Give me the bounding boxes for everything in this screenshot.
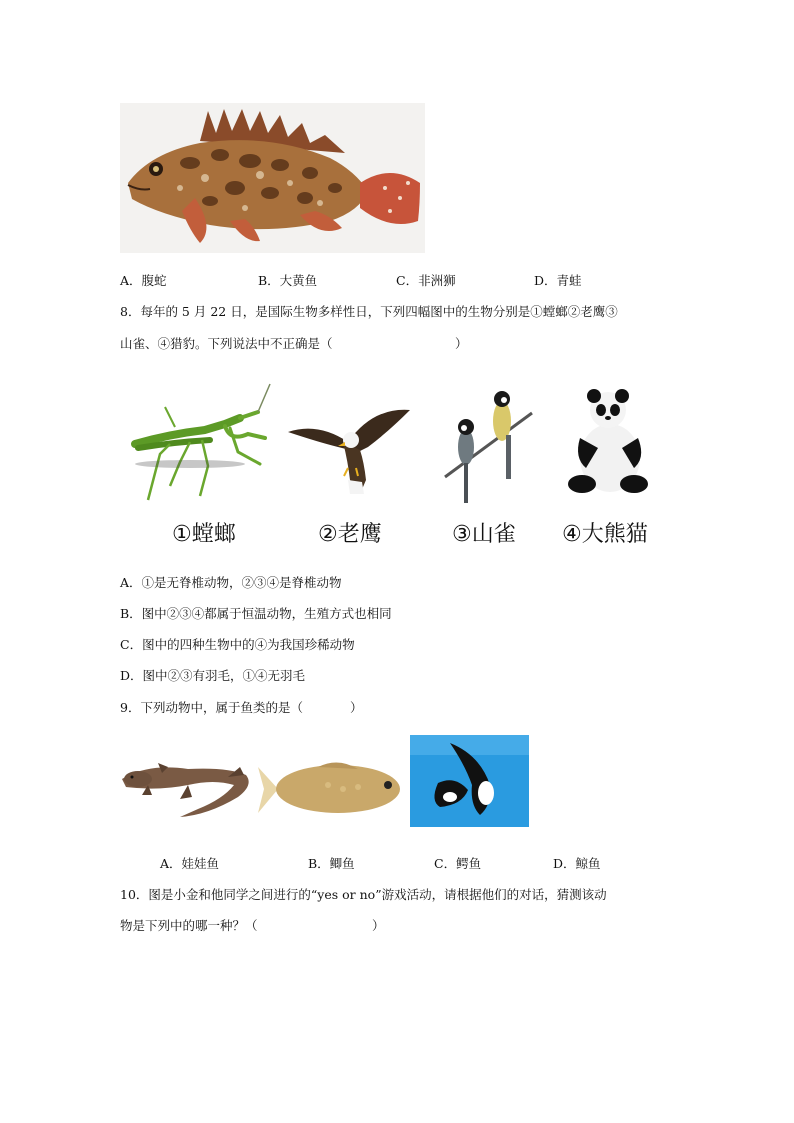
q8-option-d: D．图中②③有羽毛，①④无羽毛 (120, 668, 306, 683)
q7-option-c: C．非洲狮 (396, 273, 456, 288)
q9-stem: 9．下列动物中，属于鱼类的是（ (120, 700, 303, 715)
q8-option-c: C．图中的四种生物中的④为我国珍稀动物 (120, 637, 355, 652)
q10-stem-close: ） (372, 918, 385, 933)
figure-label-eagle: ②老鹰 (318, 522, 382, 547)
panda-image (568, 388, 650, 496)
q8-stem-line2: 山雀、④猎豹。下列说法中不正确是（ (120, 336, 333, 351)
q7-option-d: D．青蛙 (534, 273, 582, 288)
figure-label-mantis: ①螳螂 (172, 522, 236, 547)
mantis-image (130, 382, 275, 502)
q8-option-a: A．①是无脊椎动物，②③④是脊椎动物 (120, 575, 342, 590)
tit-birds-image (440, 385, 535, 510)
rockfish-photo (120, 103, 425, 253)
q10-stem-line2: 物是下列中的哪一种？（ (120, 918, 258, 933)
q8-stem-line1: 8．每年的 5 月 22 日，是国际生物多样性日，下列四幅图中的生物分别是①螳螂②老鹰③ (120, 304, 618, 319)
q9-stem-close: ） (350, 700, 363, 715)
q10-stem-line1: 10．图是小金和他同学之间进行的“yes or no”游戏活动，请根据他们的对话，猜测该动 (120, 887, 607, 902)
q9-option-a: A．娃娃鱼 (160, 856, 220, 871)
figure-label-panda: ④大熊猫 (562, 522, 648, 547)
figure-label-tit: ③山雀 (452, 522, 516, 547)
q8-option-b: B．图中②③④都属于恒温动物，生殖方式也相同 (120, 606, 392, 621)
q7-option-a: A．腹蛇 (120, 273, 167, 288)
eagle-image (288, 402, 410, 497)
giant-salamander-image (118, 745, 256, 823)
q7-option-b: B．大黄鱼 (258, 273, 318, 288)
crucian-carp-image (258, 757, 408, 822)
orca-image (410, 735, 529, 827)
q9-option-d: D．鲸鱼 (553, 856, 601, 871)
q9-option-b: B．鲫鱼 (308, 856, 355, 871)
q8-stem-close: ） (455, 336, 468, 351)
q9-option-c: C．鳄鱼 (434, 856, 482, 871)
